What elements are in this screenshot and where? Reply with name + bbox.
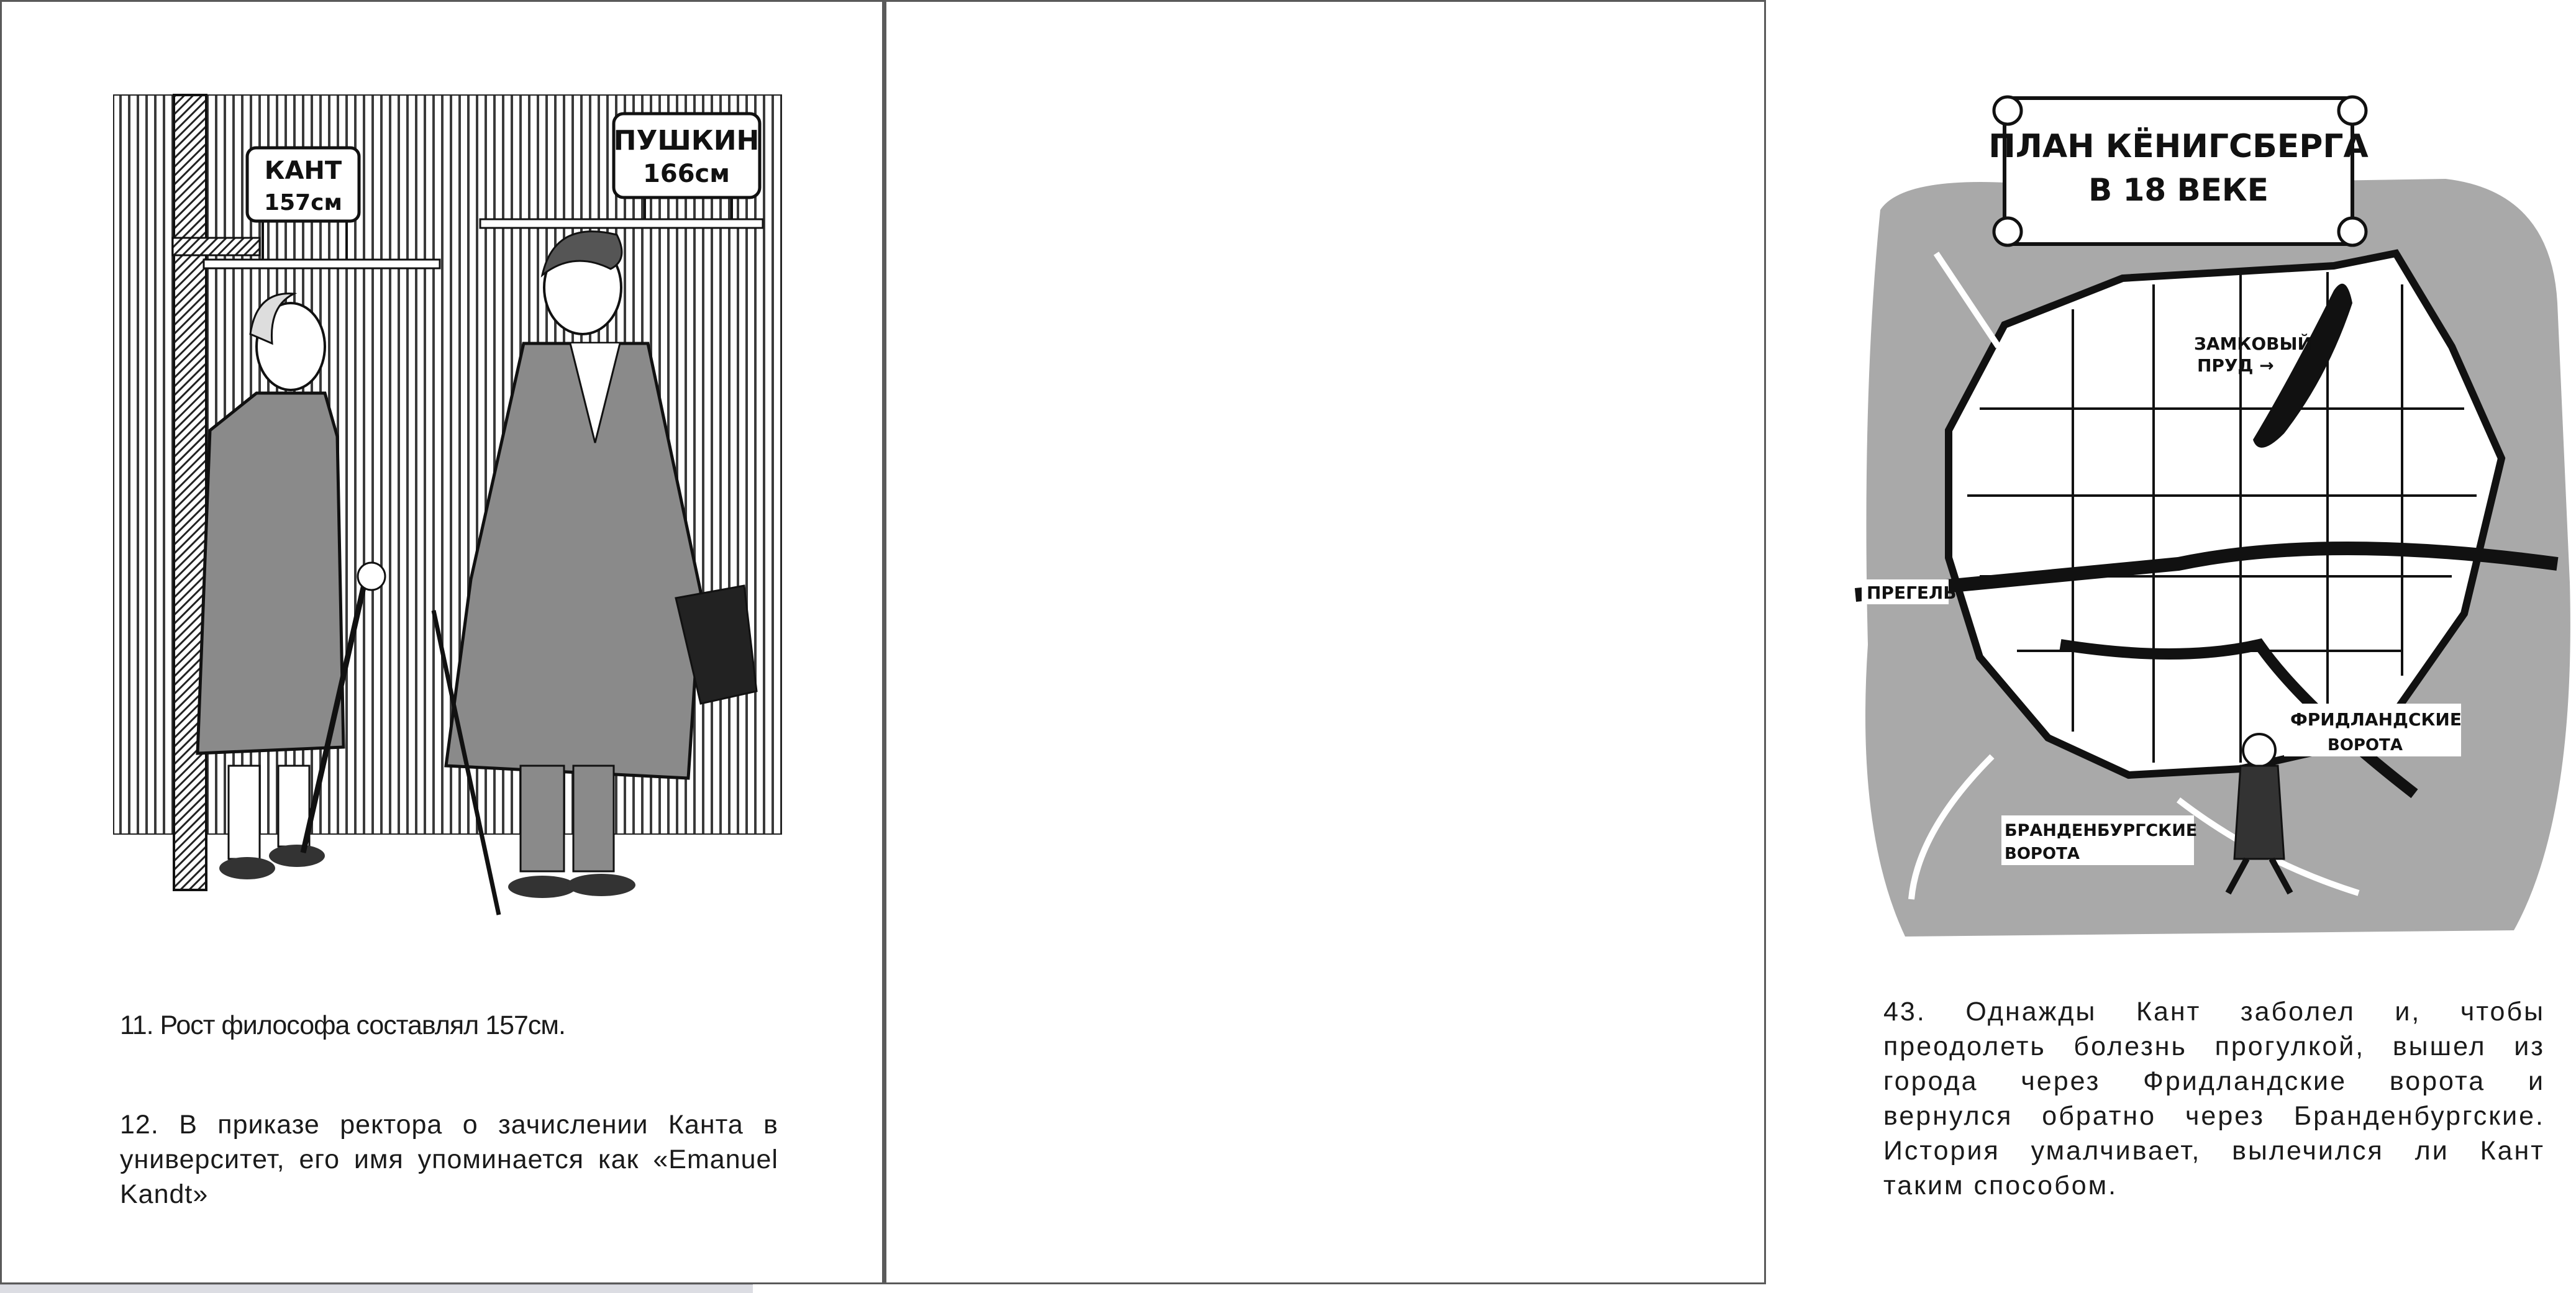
measuring-post <box>174 95 206 890</box>
fact-43-text: 43. Однажды Кант заболел и, чтобы преодолеть болезнь прогулкой, вышел из города через Фридландские ворота и вернулся обратно через Бранденбургские. История умалчивает, вылечился ли Кант таким способом. <box>1883 997 2545 1200</box>
map-title-line-1: ПЛАН КЁНИГСБЕРГА <box>1988 128 2369 165</box>
river-label: ПРЕГЕЛЬ <box>1867 583 1957 603</box>
pushkin-sign-name: ПУШКИН <box>613 125 760 157</box>
height-comparison-illustration <box>111 89 788 940</box>
friedland-label-line-1: ФРИДЛАНДСКИЕ <box>2290 709 2462 730</box>
pond-label-line-2: ПРУД → <box>2197 355 2274 376</box>
brandenburg-label-line-2: ВОРОТА <box>2005 845 2080 863</box>
kant-sign-name: КАНТ <box>264 157 342 185</box>
map-title-banner <box>1988 97 2369 245</box>
konigsberg-map-illustration <box>1855 86 2576 940</box>
friedland-label-line-2: ВОРОТА <box>2328 736 2403 755</box>
label-river <box>1862 579 1957 604</box>
label-brandenburg-gate <box>2001 815 2197 865</box>
kant-sign <box>247 148 359 221</box>
kant-sign-height: 157см <box>264 190 342 216</box>
fact-12-text: 12. В приказе ректора о зачислении Канта в университет, его имя упоминается как «Emanuel Kandt» <box>120 1110 778 1209</box>
bottom-strip <box>0 1284 753 1293</box>
pushkin-sign-height: 166см <box>643 160 730 188</box>
label-friedland-gate <box>2284 704 2462 756</box>
right-page <box>884 0 2545 1284</box>
brandenburg-label-line-1: БРАНДЕНБУРГСКИЕ <box>2005 821 2198 840</box>
pond-label-line-1: ЗАМКОВЫЙ <box>2194 333 2312 354</box>
left-page <box>0 0 884 1284</box>
fact-11-text: 11. Рост философа составлял 157см. <box>120 1010 565 1040</box>
pushkin-height-shelf <box>480 219 763 228</box>
map-title-line-2: В 18 ВЕКЕ <box>2088 172 2269 208</box>
